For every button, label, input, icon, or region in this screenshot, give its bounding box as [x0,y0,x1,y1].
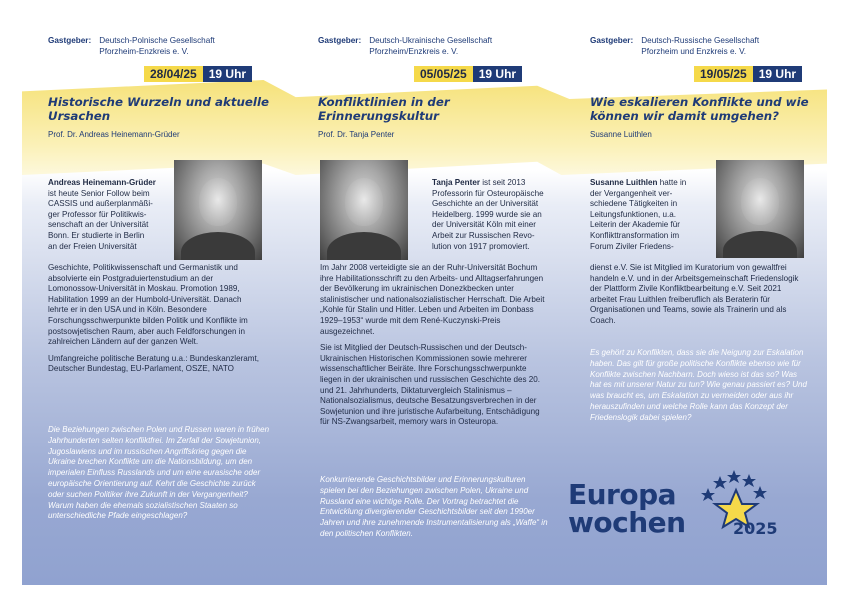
bio-line: Geschichte an der Universität [432,199,539,209]
date-time-box [144,66,252,82]
speaker-photo [174,160,262,260]
date-time-box [694,66,802,82]
bio-line: ist seit 2013 [482,178,526,187]
host-name: Deutsch-Ukrainische Gesellschaft Pforzheim/Enzkreis e. V. [369,36,493,56]
host-info [48,36,249,57]
event-date: 19/05/25 [694,66,753,82]
logo-word-wochen: wochen [568,506,686,539]
bio-line: Heidelberg. 1999 wurde sie an [432,209,542,219]
logo-word-europa: Europa [568,478,677,511]
event-title: Konfliktlinien in der Erinnerungskultur [318,95,450,123]
bio-line: ist heute Senior Follow beim [48,188,150,198]
bio-line: schiedene Tätigkeiten in [590,199,678,209]
speaker-bio-top [590,178,715,252]
bio-text: Geschichte, Politikwissenschaft und Germanistik und absolvierte ein Postgraduiertenstudium an der Lomonossow-Universität in Moskau. Promotion 1989, Habilitation 1999 an der Humbold-Universität. Danach lehrte er in den USA und in Köln. Besondere Forschungsschwerpunkte bilden Politik und Konflikte im postsowjetischen Raum, aber auch Feldforschungen in zahlreichen Ländern auf der ganzen Welt. [48,263,248,347]
event-title: Wie eskalieren Konflikte und wie können wir damit umgehen? [590,95,809,123]
bio-line: Leiterin der Akademie für [590,220,680,230]
event-column-1 [22,30,292,585]
bio-line: CASSIS und außerplanmäßi- [48,199,153,209]
speaker-photo [320,160,408,260]
membership-text: Sie ist Mitglied der Deutsch-Russischen und der Deutsch-Ukrainischen Historischen Kommissionen sowie mehrerer wissenschaftlicher Beiräte. Ihre Forschungsschwerpunkte liegen in der ukrainischen und russischen Geschichte des 20. und 21. Jahrhunderts, Diktaturvergleich Stalinismus – Nationalsozialismus, deutsche Besatzungsverbrechen in der Sowjetunion und ihre juristische Aufarbeitung, Entschädigung für NS-Zwangsarbeit, memory wars in Osteuropa. [320,343,541,427]
event-teaser: Es gehört zu Konflikten, dass sie die Neigung zur Eskalation haben. Das gilt für große politische Konflikte ebenso wie für Konflikte zwischen Nachbarn. Doch wieso ist das so? Was hat es mit unserer Natur zu tun? Wie genau passiert es? Und was braucht es, um Eskalation zu vermeiden oder aus ihr herauszufinden und welche Rolle kann das Konzept der Friedenslogik dabei spielen? [590,348,807,422]
event-time: 19 Uhr [753,66,802,82]
bio-line: Professorin für Osteuropäische [432,188,544,198]
event-column-2 [292,30,564,585]
event-date: 05/05/25 [414,66,473,82]
event-time: 19 Uhr [203,66,252,82]
bio-line: der Universität Köln mit einer [432,220,536,230]
host-label: Gastgeber: [590,36,634,45]
consulting-text: Umfangreiche politische Beratung u.a.: Bundeskanzleramt, Deutscher Bundestag, EU-Parlament, OSZE, NATO [48,353,260,374]
bio-line: ger Professor für Politikwis- [48,209,147,219]
europawochen-logo [568,466,798,546]
speaker-photo [716,160,804,258]
host-info [590,36,791,57]
speaker-bio-rest [320,263,546,434]
event-teaser: Die Beziehungen zwischen Polen und Russen waren in frühen Jahrhunderten selten konfliktfrei. Im Zerfall der Sowjetunion, Jugoslawiens und im russischen Angriffskrieg gegen die Ukraine brechen Konflikte um die Nationsbildung, um den imperialen Einfluss Russlands und um eine eurasische oder europäische Orientierung auf. Kehrt die Geschichte zurück oder suchen Politiker ihre Zukunft in der Vergangenheit? Warum haben die ehemals sozialistischen Staaten so unterschiedliche Pfade eingeschlagen? [48,425,270,521]
bio-text: dienst e.V. Sie ist Mitglied im Kuratorium von gewaltfrei handeln e.V. und in der Arbeitsgemeinschaft Friedenslogik der Plattform Zivile Konfliktbearbeitung e.V. Seit 2021 arbeitet Frau Luithlen freiberuflich als Beraterin für Organisationen und Teams, sowie als Trainerin und als Coach. [590,263,799,325]
bio-name: Susanne Luithlen [590,178,658,187]
speaker-bio-top [48,178,176,252]
event-teaser: Konkurrierende Geschichtsbilder und Erinnerungskulturen spielen bei den Beziehungen zwischen Polen, Ukraine und Russland eine wichtige Rolle. Der Vortrag betrachtet die Entwicklung divergierender Geschichtsbilder seit den 1990er Jahren und ihre zunehmende Instrumentalisierung als „Waffe“ in den politischen Konflikten. [320,475,548,538]
bio-line: hatte in [659,178,687,187]
speaker-name: Prof. Dr. Andreas Heinemann-Grüder [48,130,180,139]
bio-text: Im Jahr 2008 verteidigte sie an der Ruhr-Universität Bochum ihre Habilitationsschrift zu den Arbeits- und Alltagserfahrungen der Bevölkerung im ukrainischen Donezkbecken unter stalinistischer und nationalsozialistischer Herrschaft. Die Arbeit „Kohle für Stalin und Hitler. Leben und Arbeiten im Donbass 1929–1953“ wurde mit dem René-Kuczynski-Preis ausgezeichnet. [320,263,545,336]
host-label: Gastgeber: [48,36,92,45]
speaker-bio-rest [48,263,262,381]
date-time-box [414,66,522,82]
bio-line: an der Freien Universität [48,241,137,251]
host-info [318,36,519,57]
speaker-bio-top [432,178,562,252]
bio-line: Arbeit zur Russischen Revo- [432,230,535,240]
bio-name: Tanja Penter [432,178,480,187]
event-title: Historische Wurzeln und aktuelle Ursachen [48,95,269,123]
bio-line: Forum Ziviler Friedens- [590,241,674,251]
speaker-name: Susanne Luithlen [590,130,652,139]
host-name: Deutsch-Polnische Gesellschaft Pforzheim-Enzkreis e. V. [99,36,215,56]
event-time: 19 Uhr [473,66,522,82]
bio-line: Konflikttransformation im [590,230,680,240]
bio-line: der Vergangenheit ver- [590,188,673,198]
bio-name: Andreas Heinemann-Grüder [48,178,156,187]
host-label: Gastgeber: [318,36,362,45]
bio-line: Leitungsfunktionen, u.a. [590,209,676,219]
bio-line: senschaft an der Universität [48,220,149,230]
event-date: 28/04/25 [144,66,203,82]
speaker-bio-rest [590,263,806,333]
logo-year: 2025 [733,519,778,538]
bio-line: Bonn. Er studierte in Berlin [48,230,145,240]
speaker-name: Prof. Dr. Tanja Penter [318,130,395,139]
host-name: Deutsch-Russische Gesellschaft Pforzheim und Enzkreis e. V. [641,36,760,56]
bio-line: lution von 1917 promoviert. [432,241,530,251]
